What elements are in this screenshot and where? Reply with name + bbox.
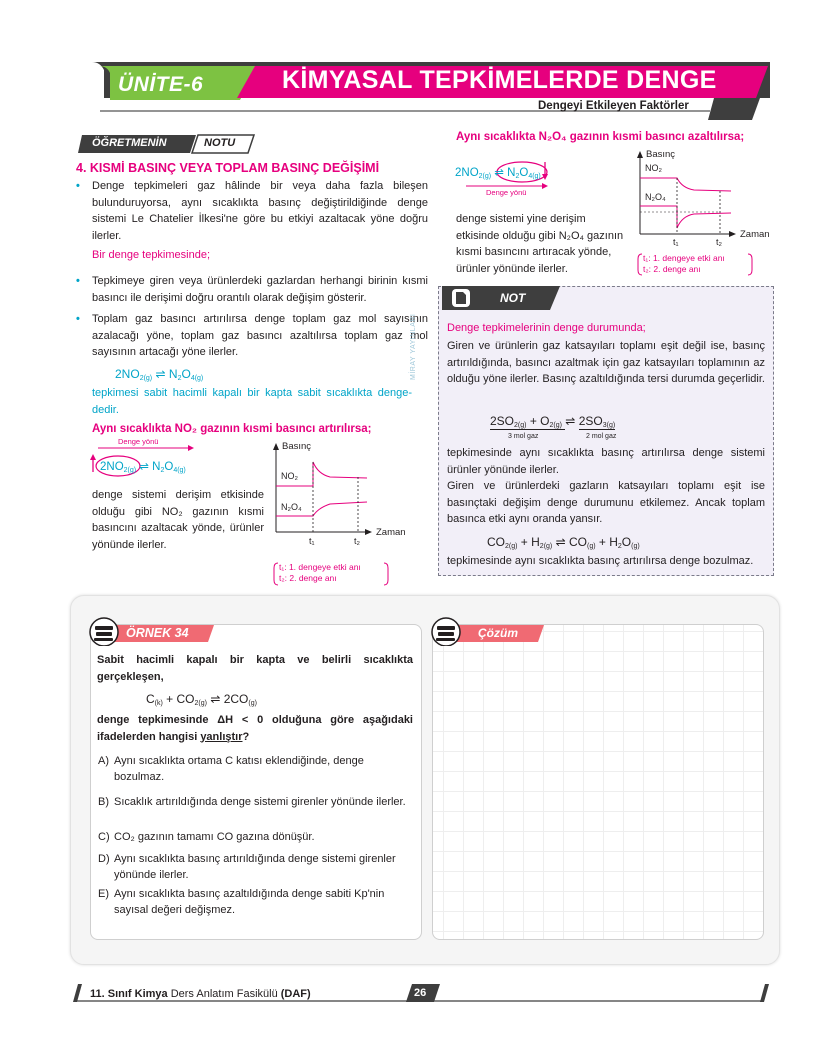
eq-so3: $2SO_{3(g)}$ (578, 414, 616, 429)
paragraph-text: Tepkimeye giren veya ürünlerdeki gazlardan herhangi birinin kısmi basıncı ile derişimi doğru orantılı olarak değişim gösterir. (92, 275, 428, 304)
case2-direction: Denge yönü (486, 188, 527, 197)
solution-card (432, 624, 764, 940)
case2-text: denge sistemi yine derişim etkisinde olduğu gibi N₂O₄ gazının kısmi basıncını artıracak yönde, ürünler yönünde ilerler. (456, 213, 624, 275)
section-heading: 4. KISMİ BASINÇ VEYA TOPLAM BASINÇ DEĞİŞİMİ (76, 161, 380, 175)
graph-2-y-label: Basınç (646, 149, 676, 160)
graph-1-legend-2: t₂: 2. denge anı (279, 573, 337, 583)
paragraph-text: Denge tepkimeleri gaz hâlinde bir veya daha fazla bileşen bulunduruyorsa, aynı sıcaklıkta basınç değiştirildiğinde denge sistemi Le Chatelier İlkesi'ne göre bu etkiyi azaltacak yöne doğru ilerler. (92, 180, 428, 242)
graph-1-n2o4: N₂O₄ (281, 502, 302, 512)
option-b[interactable]: B) Sıcaklık artırıldığında denge sistemi girenler yönünde ilerler. (98, 796, 406, 808)
graph-2-legend-1: t₁: 1. dengeye etki anı (643, 253, 725, 263)
page-number: 26 (414, 987, 427, 999)
graph-1-t2: t₂ (354, 536, 360, 546)
not-under-right: 2 mol gaz (586, 433, 617, 440)
graph-2-n2o4: N₂O₄ (645, 192, 666, 202)
not-p4: tepkimesinde aynı sıcaklıkta basınç artırılırsa denge bozulmaz. (447, 555, 754, 567)
not-p3: Giren ve ürünlerdeki gazların katsayıları toplamı eşit ise basınçtaki değişim denge durumunu etkilemez. Ancak toplam basınca etki aynı oranda yansır. (447, 480, 765, 525)
graph-2-t1: t₁ (673, 237, 679, 247)
graph-1 (272, 440, 422, 590)
graph-2-x-label: Zaman (740, 229, 770, 240)
graph-1-t1: t₁ (309, 536, 315, 546)
not-lead: Denge tepkimelerinin denge durumunda; (447, 322, 646, 334)
graph-1-no2: NO₂ (281, 471, 298, 481)
case1-equation: $2NO_{2(g)}$ ⇌ $N_2O_{4(g)}$ (100, 461, 186, 474)
teacher-note-label2: NOTU (204, 137, 236, 149)
teacher-note-label: ÖĞRETMENİN (92, 137, 167, 149)
case1-text: denge sistemi derişim etkisinde olduğu gibi NO₂ gazının kısmi basıncını azaltacak yönde, ürünler yönünde ilerler. (92, 489, 264, 551)
not-p2: tepkimesinde aynı sıcaklıkta basınç artırılırsa denge sistemi ürünler yönünde ilerler. (447, 447, 765, 476)
example-badge (88, 616, 218, 646)
header-shape (0, 0, 828, 130)
question-stem-2: denge tepkimesinde ΔH < 0 olduğuna göre aşağıdaki ifadelerden hangisi yanlıştır? (97, 714, 413, 743)
case1-reaction (88, 437, 268, 480)
case1-title: Aynı sıcaklıkta NO₂ gazının kısmi basıncı artırılırsa; (92, 423, 372, 435)
side-publisher-label: MİRAY YAYINLARI (410, 313, 417, 380)
graph-1-x-label: Zaman (376, 527, 406, 538)
not-equation-1: $2SO_{2(g)} + O_{2(g)}$ ⇌ $2SO_{3(g)}$ (490, 414, 616, 429)
graph-2-t2: t₂ (716, 237, 722, 247)
option-d[interactable]: D) Aynı sıcaklıkta basınç artırıldığında denge sistemi girenler yönünde ilerler. (98, 853, 396, 881)
case2-equation: $2NO_{2(g)}$ ⇌ $N_2O_{4(g)}$ (455, 167, 541, 180)
bullet-paragraph-3 (76, 311, 428, 361)
footer-course: 11. Sınıf Kimya Ders Anlatım Fasikülü (DAF) (90, 988, 311, 1000)
teacher-note-badge (78, 134, 258, 154)
bullet-paragraph-1 (76, 178, 428, 244)
bullet-paragraph-2 (76, 273, 428, 306)
paragraph-text: Toplam gaz basıncı artırılırsa denge toplam gaz mol sayısının azalacağı yöne, toplam gaz basıncı azaltılırsa toplam gaz mol sayısının artacağı yöne ilerler. (92, 313, 428, 358)
question-stem-1: Sabit hacimli kapalı bir kapta ve belirli sıcaklıkta gerçekleşen, (97, 654, 413, 683)
bullet-dot: • (76, 313, 80, 325)
case1-direction: Denge yönü (118, 437, 159, 446)
page-title: KİMYASAL TEPKİMELERDE DENGE (282, 66, 717, 94)
graph-2-no2: NO₂ (645, 163, 662, 173)
subhead: Bir denge tepkimesinde; (92, 249, 211, 261)
graph-2 (636, 148, 786, 283)
option-c[interactable]: C) CO₂ gazının tamamı CO gazına dönüşür. (98, 831, 315, 843)
not-under-left: 3 mol gaz (508, 433, 539, 440)
case2-title: Aynı sıcaklıkta N₂O₄ gazının kısmi basıncı azaltılırsa; (456, 131, 745, 143)
option-e[interactable]: E) Aynı sıcaklıkta basınç azaltıldığında denge sabiti Kp'nin sayısal değeri değişmez. (98, 888, 385, 916)
question-equation: $C_{(k)} + CO_{2(g)}$ ⇌ $2CO_{(g)}$ (146, 692, 257, 707)
graph-1-legend-1: t₁: 1. dengeye etki anı (279, 562, 361, 572)
bullet-dot: • (76, 275, 80, 287)
unit-label: ÜNİTE-6 (118, 73, 204, 96)
not-p1: Giren ve ürünlerin gaz katsayıları toplamı eşit değil ise, basınç artırıldığında, basıncı azaltmak için gaz katsayıları toplamının az olduğu yöne ilerler. Basınç azaltıldığında tersi durumda geçerlidir. (447, 340, 765, 385)
solution-badge (430, 616, 550, 646)
page-subtitle: Dengeyi Etkileyen Faktörler (538, 100, 689, 112)
option-a[interactable]: A) Aynı sıcaklıkta ortama C katısı eklendiğinde, denge bozulmaz. (98, 755, 364, 783)
not-equation-2: $CO_{2(g)} + H_{2(g)}$ ⇌ $CO_{(g)} + H_2O_{(g)}$ (487, 535, 640, 550)
eq-so2: $2SO_{2(g)} + O_{2(g)}$ (490, 414, 565, 430)
bullet-dot: • (76, 180, 80, 192)
solution-title: Çözüm (478, 626, 518, 640)
example-number: ÖRNEK 34 (126, 626, 189, 640)
graph-2-legend-2: t₂: 2. denge anı (643, 264, 701, 274)
graph-1-y-label: Basınç (282, 441, 312, 452)
not-title: NOT (500, 291, 526, 305)
not-badge (442, 286, 562, 310)
case2-reaction (452, 150, 602, 197)
equation-note: tepkimesi sabit hacimli kapalı bir kapta sabit sıcaklıkta denge-dedir. (92, 387, 412, 416)
equation-no2: $2NO_{2(g)}$ ⇌ $N_2O_{4(g)}$ (115, 367, 204, 382)
footer (0, 980, 828, 1010)
header-banner (0, 0, 828, 130)
